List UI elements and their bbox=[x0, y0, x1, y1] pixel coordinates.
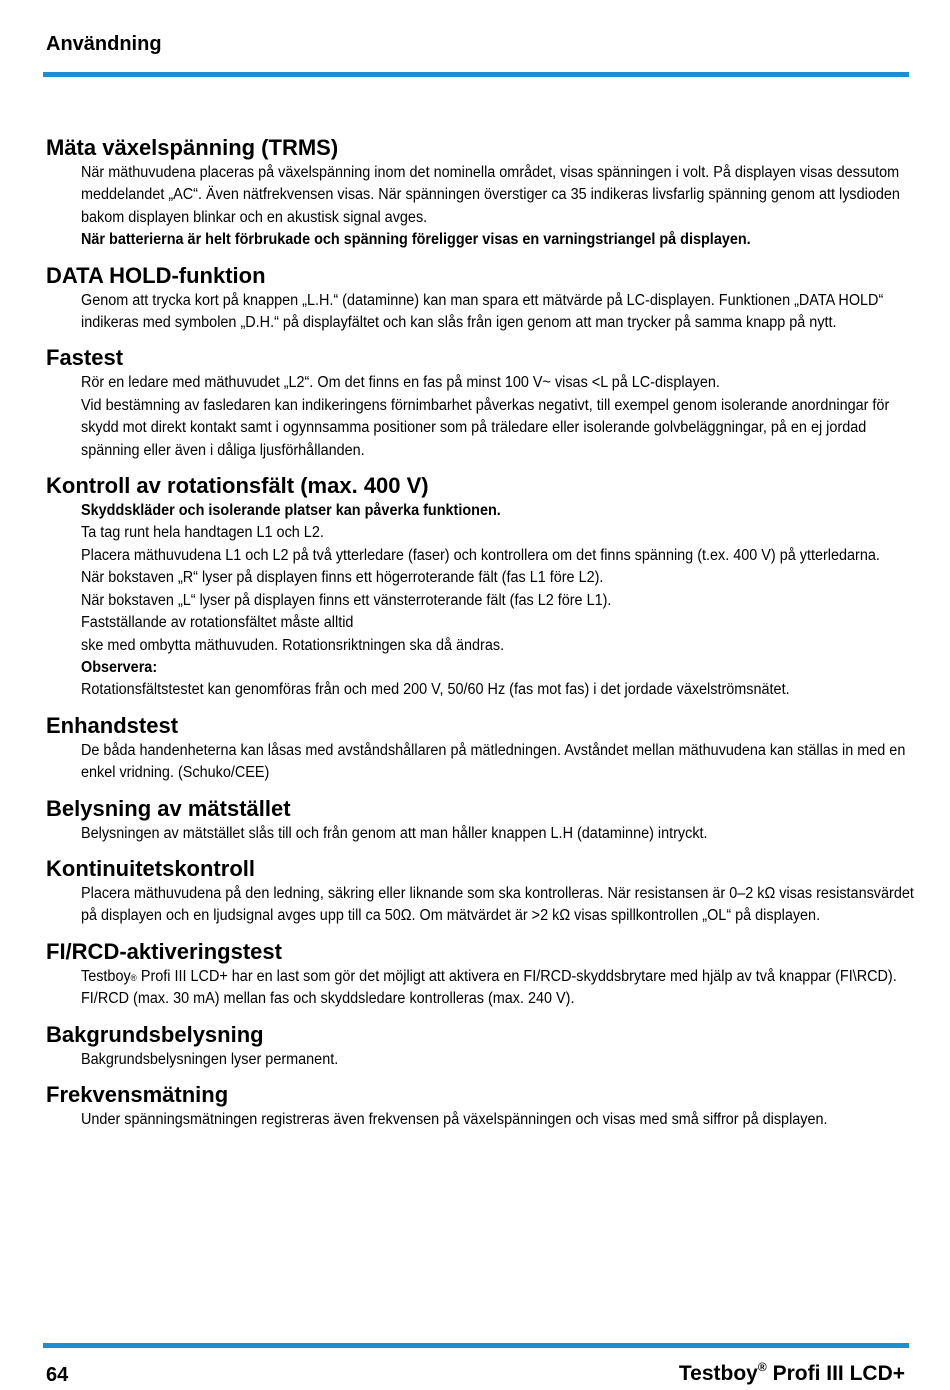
brand-name: Testboy bbox=[81, 967, 131, 985]
section-body bbox=[81, 162, 918, 252]
section-body bbox=[81, 290, 918, 335]
paragraph-text: De båda handenheterna kan låsas med avståndshållaren på mätledningen. Avståndet mellan mäthuvudena kan ställas in med en enkel vridning. (Schuko/CEE) bbox=[81, 741, 906, 782]
paragraph bbox=[81, 372, 918, 394]
footer-rule bbox=[43, 1343, 909, 1348]
paragraph bbox=[81, 657, 918, 679]
registered-mark: ® bbox=[130, 972, 137, 983]
paragraph bbox=[81, 567, 918, 589]
paragraph-text: När bokstaven „L“ lyser på displayen finns ett vänsterroterande fält (fas L2 före L1). bbox=[81, 591, 612, 609]
section-heading: Fastest bbox=[46, 345, 124, 371]
paragraph-text: När mäthuvudena placeras på växelspänning inom det nominella området, visas spänningen i volt. På displayen visas dessutom meddelandet „AC“. Även nätfrekvensen visas. När spänningen överstiger ca 35 indikeras livsfarlig spänning genom att lysdioden bakom displayen blinkar och en akustisk signal avges. bbox=[81, 164, 900, 226]
product-name: Profi III LCD+ bbox=[772, 1362, 905, 1385]
section-body bbox=[81, 1109, 918, 1131]
section-body bbox=[81, 1049, 918, 1071]
section-heading: Frekvensmätning bbox=[46, 1081, 229, 1107]
paragraph bbox=[81, 883, 918, 928]
paragraph bbox=[81, 500, 918, 522]
paragraph bbox=[81, 395, 918, 462]
paragraph bbox=[81, 740, 918, 785]
paragraph bbox=[81, 290, 918, 335]
section bbox=[46, 344, 906, 462]
paragraph-text: Fastställande av rotationsfältet måste alltid bbox=[81, 614, 354, 632]
paragraph bbox=[81, 1049, 918, 1071]
paragraph-text: Observera: bbox=[81, 658, 158, 676]
paragraph-text: ske med ombytta mäthuvuden. Rotationsriktningen ska då ändras. bbox=[81, 636, 505, 654]
registered-mark: ® bbox=[757, 1360, 767, 1374]
section-body bbox=[81, 883, 918, 928]
section bbox=[46, 855, 914, 928]
paragraph-text: Skyddskläder och isolerande platser kan påverka funktionen. bbox=[81, 502, 501, 520]
paragraph bbox=[81, 612, 918, 634]
paragraph-text: När batterierna är helt förbrukade och spänning föreligger visas en varningstriangel på displayen. bbox=[81, 231, 751, 249]
section bbox=[46, 1021, 906, 1071]
paragraph-text: Ta tag runt hela handtagen L1 och L2. bbox=[81, 524, 324, 542]
paragraph bbox=[81, 229, 918, 251]
running-header: Användning bbox=[46, 33, 162, 55]
section-body bbox=[81, 500, 918, 702]
paragraph bbox=[81, 545, 918, 567]
paragraph-text: När bokstaven „R“ lyser på displayen finns ett högerroterande fält (fas L1 före L2). bbox=[81, 569, 604, 587]
paragraph-text: Vid bestämning av fasledaren kan indikeringens förnimbarhet påverkas negativt, till exempel genom isolerande anordningar för skydd mot direkt kontakt samt i ogynnsamma positioner som på träledare eller isolerande golvbeläggningar, på en ej jordad spänning eller även i dåliga ljusförhållanden. bbox=[81, 396, 890, 459]
section bbox=[46, 262, 906, 335]
paragraph bbox=[81, 635, 918, 657]
section-heading: Kontroll av rotationsfält (max. 400 V) bbox=[46, 473, 429, 499]
section-heading: FI/RCD-aktiveringstest bbox=[46, 938, 282, 964]
footer-product-name bbox=[679, 1362, 905, 1386]
paragraph-text: Profi III LCD+ har en last som gör det möjligt att aktivera en FI/RCD-skyddsbrytare med hjälp av två knappar (FI\RCD). FI/RCD (max. 30 mA) mellan fas och skyddsledare kontrolleras (max. 240 V). bbox=[81, 967, 897, 1008]
paragraph bbox=[81, 162, 918, 229]
section-heading: Mäta växelspänning (TRMS) bbox=[46, 135, 339, 160]
header-rule bbox=[43, 72, 909, 77]
section-body bbox=[81, 740, 918, 785]
paragraph-text: Rör en ledare med mäthuvudet „L2“. Om det finns en fas på minst 100 V~ visas <L på LC-displayen. bbox=[81, 374, 720, 392]
section-heading: Bakgrundsbelysning bbox=[46, 1021, 264, 1047]
paragraph-text: Placera mäthuvudena på den ledning, säkring eller liknande som ska kontrolleras. När resistansen är 0–2 kΩ visas resistansvärdet på displayen och en ljudsignal avges upp till ca 50Ω. Om mätvärdet är >2 kΩ visas spillkontrollen „OL“ på displayen. bbox=[81, 884, 914, 925]
section-body bbox=[81, 372, 918, 462]
brand-name: Testboy bbox=[678, 1362, 758, 1385]
page-number: 64 bbox=[46, 1364, 69, 1386]
paragraph-text: Genom att trycka kort på knappen „L.H.“ (dataminne) kan man spara ett mätvärde på LC-displayen. Funktionen „DATA HOLD“ indikeras med symbolen „D.H.“ på displayfältet och kan slås från igen genom att man trycker på samma knapp på nytt. bbox=[81, 291, 884, 332]
paragraph bbox=[81, 1109, 918, 1131]
paragraph bbox=[81, 966, 918, 1011]
paragraph bbox=[81, 679, 918, 701]
section-heading: Enhandstest bbox=[46, 712, 179, 738]
document-body bbox=[46, 134, 914, 1141]
section-heading: Belysning av mätstället bbox=[46, 795, 291, 821]
section bbox=[46, 712, 906, 785]
paragraph bbox=[81, 823, 918, 845]
paragraph-text: Placera mäthuvudena L1 och L2 på två ytterledare (faser) och kontrollera om det finns spänning (t.ex. 400 V) på ytterledarna. bbox=[81, 546, 880, 564]
section-heading: DATA HOLD-funktion bbox=[46, 262, 266, 288]
section bbox=[46, 795, 906, 845]
section bbox=[46, 472, 906, 702]
section-body bbox=[81, 966, 918, 1011]
paragraph-text: Belysningen av mätstället slås till och från genom att man håller knappen L.H (dataminne) intryckt. bbox=[81, 824, 708, 842]
paragraph bbox=[81, 590, 918, 612]
section-heading: Kontinuitetskontroll bbox=[46, 855, 255, 881]
section bbox=[46, 938, 906, 1011]
section-body bbox=[81, 823, 918, 845]
paragraph-text: Under spänningsmätningen registreras även frekvensen på växelspänningen och visas med små siffror på displayen. bbox=[81, 1110, 828, 1128]
section bbox=[46, 134, 906, 252]
section bbox=[46, 1081, 906, 1131]
paragraph bbox=[81, 522, 918, 544]
paragraph-text: Rotationsfältstestet kan genomföras från och med 200 V, 50/60 Hz (fas mot fas) i det jordade växelströmsnätet. bbox=[81, 681, 790, 699]
paragraph-text: Bakgrundsbelysningen lyser permanent. bbox=[81, 1050, 339, 1068]
